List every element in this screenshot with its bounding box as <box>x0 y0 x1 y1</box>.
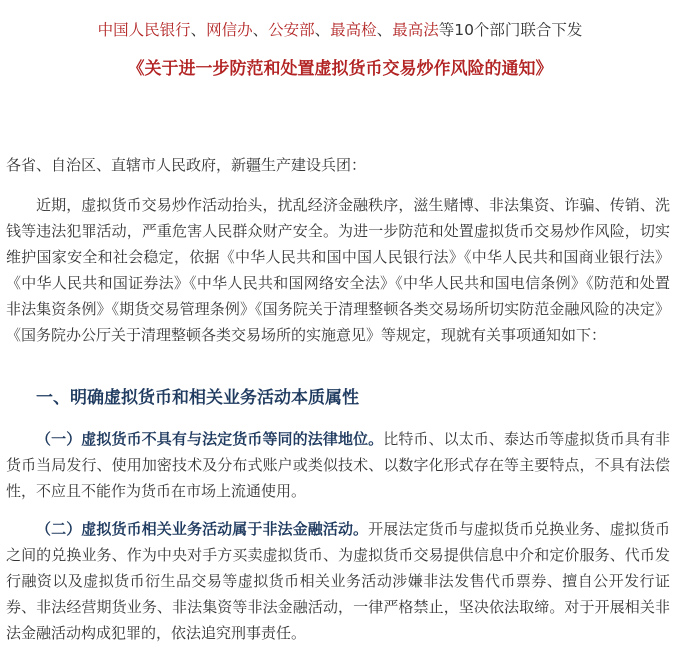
item-two-body: 开展法定货币与虚拟货币兑换业务、虚拟货币之间的兑换业务、作为中央对手方买卖虚拟货币、为虚拟货币交易提供信息中介和定价服务、代币发行融资以及虚拟货币衍生品交易等虚拟货币相关业务活动涉嫌非法发售代币票券、擅自公开发行证券、非法经营期货业务、非法集资等非法金融活动，一律严格禁止，坚决依法取缔。对于开展相关非法金融活动构成犯罪的，依法追究刑事责任。 <box>6 520 670 642</box>
salutation: 各省、自治区、直辖市人民政府，新疆生产建设兵团： <box>6 156 367 174</box>
item-one-lead: （一）虚拟货币不具有与法定货币等同的法律地位。 <box>36 430 384 448</box>
issuer-name: 公安部 <box>268 21 315 39</box>
issuer-separator: 、 <box>376 21 393 39</box>
item-one-paragraph <box>6 426 670 504</box>
intro-paragraph: 近期，虚拟货币交易炒作活动抬头，扰乱经济金融秩序，滋生赌博、非法集资、诈骗、传销、洗钱等违法犯罪活动，严重危害人民群众财产安全。为进一步防范和处置虚拟货币交易炒作风险，切实维护国家安全和社会稳定，依据《中华人民共和国中国人民银行法》《中华人民共和国商业银行法》《中华人民共和国证券法》《中华人民共和国网络安全法》《中华人民共和国电信条例》《防范和处置非法集资条例》《期货交易管理条例》《国务院关于清理整顿各类交易场所切实防范金融风险的决定》《国务院办公厅关于清理整顿各类交易场所的实施意见》等规定，现就有关事项通知如下： <box>6 196 670 344</box>
issuer-name: 网信办 <box>206 21 253 39</box>
issuer-name: 最高法 <box>392 21 439 39</box>
item-one-body: 比特币、以太币、泰达币等虚拟货币具有非货币当局发行、使用加密技术及分布式账户或类似技术、以数字化形式存在等主要特点，不具有法偿性，不应且不能作为货币在市场上流通使用。 <box>6 430 670 500</box>
issuer-name: 最高检 <box>330 21 377 39</box>
issuer-list <box>98 21 439 39</box>
issuer-separator: 、 <box>314 21 331 39</box>
issuer-separator: 、 <box>252 21 269 39</box>
item-two-paragraph <box>6 516 670 646</box>
document-title: 《关于进一步防范和处置虚拟货币交易炒作风险的通知》 <box>127 59 553 79</box>
item-two-lead: （二）虚拟货币相关业务活动属于非法金融活动。 <box>36 520 369 538</box>
issuers-suffix: 等10个部门联合下发 <box>438 21 583 39</box>
issuers-line <box>0 18 680 42</box>
issuer-name: 中国人民银行 <box>97 21 191 39</box>
section-heading: 一、明确虚拟货币和相关业务活动本质属性 <box>36 388 359 408</box>
issuer-separator: 、 <box>190 21 207 39</box>
